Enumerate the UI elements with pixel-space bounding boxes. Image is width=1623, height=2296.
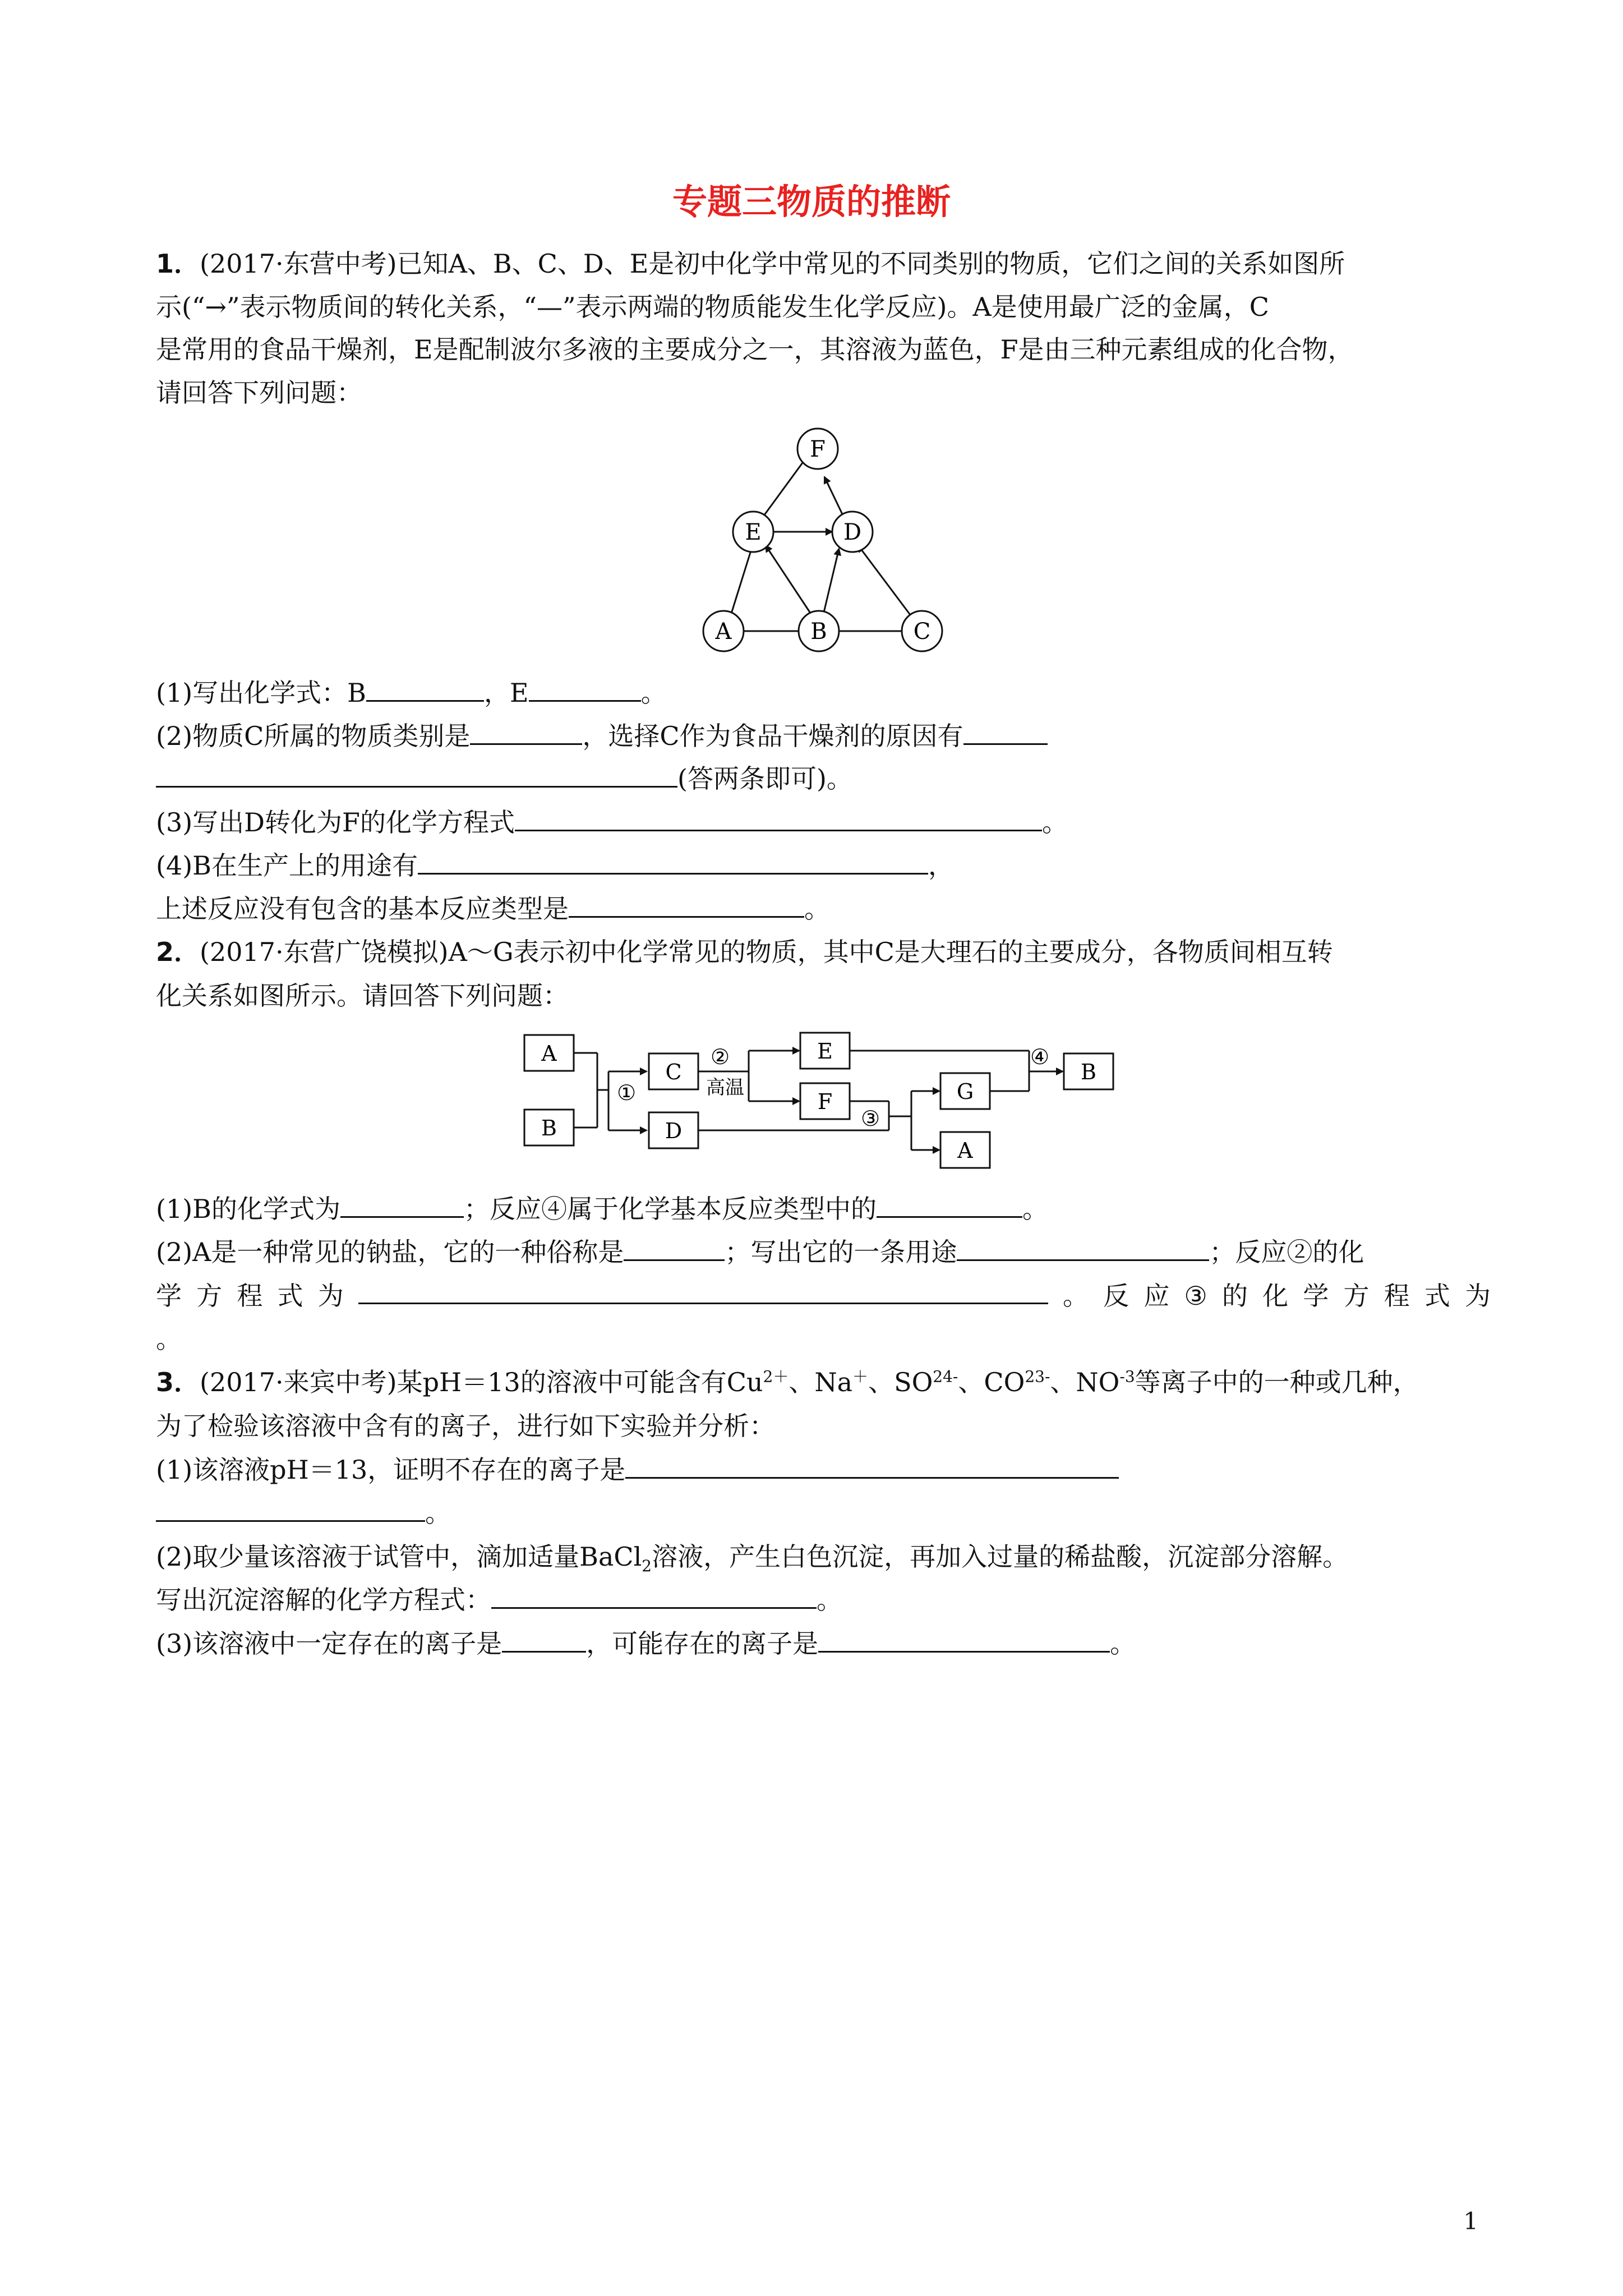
box-f xyxy=(800,1083,850,1119)
answer-blank[interactable] xyxy=(818,1627,1110,1653)
q3-number: 3． xyxy=(156,1367,200,1397)
answer-blank[interactable] xyxy=(491,1584,817,1609)
svg-text:C: C xyxy=(913,619,931,645)
q2-flow-diagram xyxy=(519,1029,1124,1175)
q1-text: 已知A、B、C、D、E是初中化学中常见的不同类别的物质，它们之间的关系如图所 xyxy=(396,249,1345,279)
answer-blank[interactable] xyxy=(366,677,484,702)
svg-text:D: D xyxy=(843,519,862,545)
edge-b-to-d xyxy=(823,549,839,617)
edge-e-f xyxy=(763,454,809,517)
q2-number: 2． xyxy=(156,937,200,967)
edge-d-to-f xyxy=(824,477,845,519)
q2-source: (2017·东营广饶模拟) xyxy=(200,937,449,967)
q2-sub-1: (1)B的化学式为 ；反应④属于化学基本反应类型中的 。 xyxy=(156,1194,1048,1224)
q1-line-2: 示(“→”表示物质间的转化关系，“—”表示两端的物质能发生化学反应)。A是使用最广泛的金属，C xyxy=(156,292,1269,322)
box-e xyxy=(800,1033,850,1069)
reaction-mark-4: ④ xyxy=(1030,1045,1050,1069)
box-b xyxy=(524,1110,574,1145)
q1-line-1 xyxy=(156,247,1491,280)
condition-high-temp: 高温 xyxy=(706,1076,744,1099)
svg-text:A: A xyxy=(957,1138,973,1163)
answer-blank[interactable] xyxy=(502,1627,586,1653)
q1-line-3: 是常用的食品干燥剂，E是配制波尔多液的主要成分之一，其溶液为蓝色，F是由三种元素组成的化合物， xyxy=(156,334,1354,365)
answer-blank[interactable] xyxy=(624,1236,725,1261)
svg-text:B: B xyxy=(810,619,827,645)
node-a xyxy=(703,611,744,651)
node-d xyxy=(832,512,873,552)
q1-source: (2017·东营中考) xyxy=(200,249,397,279)
q1-sub-2-cont: (答两条即可)。 xyxy=(156,762,1491,795)
q3-sub-3: (3)该溶液中一定存在的离子是 ，可能存在的离子是 。 xyxy=(156,1628,1136,1659)
svg-text:C: C xyxy=(665,1060,682,1084)
q2-sub-3: 。 xyxy=(156,1324,182,1354)
q2-sub-2: (2)A是一种常见的钠盐，它的一种俗称是 ；写出它的一条用途 ；反应②的化 xyxy=(156,1237,1364,1267)
q3-source: (2017·来宾中考) xyxy=(200,1367,397,1397)
svg-text:F: F xyxy=(810,436,826,462)
answer-blank[interactable] xyxy=(470,720,582,745)
q1-sub-3: (3)写出D转化为F的化学方程式 。 xyxy=(156,807,1068,838)
q1-number: 1． xyxy=(156,249,200,279)
answer-blank[interactable] xyxy=(877,1193,1022,1218)
answer-blank[interactable] xyxy=(569,892,804,918)
q2-line-2: 化关系如图所示。请回答下列问题： xyxy=(156,981,569,1011)
answer-blank[interactable] xyxy=(156,1497,425,1522)
q3-line-2: 为了检验该溶液中含有的离子，进行如下实验并分析： xyxy=(156,1411,775,1441)
q1-sub-1: (1)写出化学式：B ，E 。 xyxy=(156,678,667,708)
svg-text:G: G xyxy=(956,1079,974,1104)
edge-b-to-e xyxy=(766,545,816,622)
box-g xyxy=(940,1073,990,1109)
svg-text:F: F xyxy=(817,1089,833,1114)
q2-sub-2-cont: 学 方 程 式 为 。 反 应 ③ 的 化 学 方 程 式 为 xyxy=(156,1279,1491,1313)
node-f xyxy=(797,429,838,469)
box-b-product xyxy=(1064,1053,1113,1089)
svg-text:B: B xyxy=(1081,1060,1096,1084)
node-b xyxy=(799,611,839,651)
q3-sub-1-cont: 。 xyxy=(156,1496,1491,1530)
q3-sub-2-cont: 写出沉淀溶解的化学方程式： 。 xyxy=(156,1585,842,1615)
q1-triangle-diagram xyxy=(690,426,970,662)
edge-c-to-d xyxy=(858,545,912,617)
svg-text:B: B xyxy=(541,1116,557,1140)
svg-text:E: E xyxy=(745,519,762,545)
q1-sub-4: (4)B在生产上的用途有 ， xyxy=(156,850,954,881)
q2-line-1 xyxy=(156,935,1491,969)
q2-text: A～G表示初中化学常见的物质，其中C是大理石的主要成分，各物质间相互转 xyxy=(448,937,1333,967)
q3-line-1: 3．(2017·来宾中考)某pH＝13的溶液中可能含有$Cu^{2+}$、Na＋、$SO^{24-}$、$CO^{23-}$、$NO^{-3}$等离子中的一种或几种， xyxy=(156,1367,1419,1397)
node-c xyxy=(902,611,942,651)
box-a xyxy=(524,1035,574,1071)
box-a-product xyxy=(940,1132,990,1168)
answer-blank[interactable] xyxy=(156,762,677,788)
q3-sub-2: (2)取少量该溶液于试管中，滴加适量BaCl$_2$溶液，产生白色沉淀，再加入过量的稀盐酸，沉淀部分溶解。 xyxy=(156,1542,1349,1576)
reaction-mark-3: ③ xyxy=(861,1106,880,1131)
answer-blank[interactable] xyxy=(529,677,641,702)
node-e xyxy=(733,512,773,552)
answer-blank[interactable] xyxy=(625,1453,1119,1479)
svg-text:A: A xyxy=(541,1041,557,1066)
answer-blank[interactable] xyxy=(418,849,928,875)
answer-blank[interactable] xyxy=(957,1236,1209,1261)
box-c xyxy=(649,1053,698,1089)
reaction-mark-1: ① xyxy=(617,1080,637,1105)
answer-blank[interactable] xyxy=(340,1193,464,1218)
answer-blank[interactable] xyxy=(515,806,1042,831)
edge-a-e xyxy=(730,545,753,617)
box-d xyxy=(649,1112,698,1148)
answer-blank[interactable] xyxy=(358,1279,1048,1304)
q3-sub-1: (1)该溶液pH＝13，证明不存在的离子是 xyxy=(156,1453,1491,1487)
svg-text:E: E xyxy=(817,1039,833,1064)
svg-text:A: A xyxy=(715,619,732,645)
svg-text:D: D xyxy=(665,1119,683,1143)
q1-sub-5: 上述反应没有包含的基本反应类型是 。 xyxy=(156,894,830,924)
q1-line-4: 请回答下列问题： xyxy=(156,378,362,408)
answer-blank[interactable] xyxy=(963,720,1048,745)
reaction-mark-2: ② xyxy=(711,1045,730,1069)
page-number: 1 xyxy=(1463,2207,1478,2235)
page-title: 专题三物质的推断 xyxy=(672,181,951,222)
q1-sub-2: (2)物质C所属的物质类别是 ，选择C作为食品干燥剂的原因有 xyxy=(156,719,1491,753)
